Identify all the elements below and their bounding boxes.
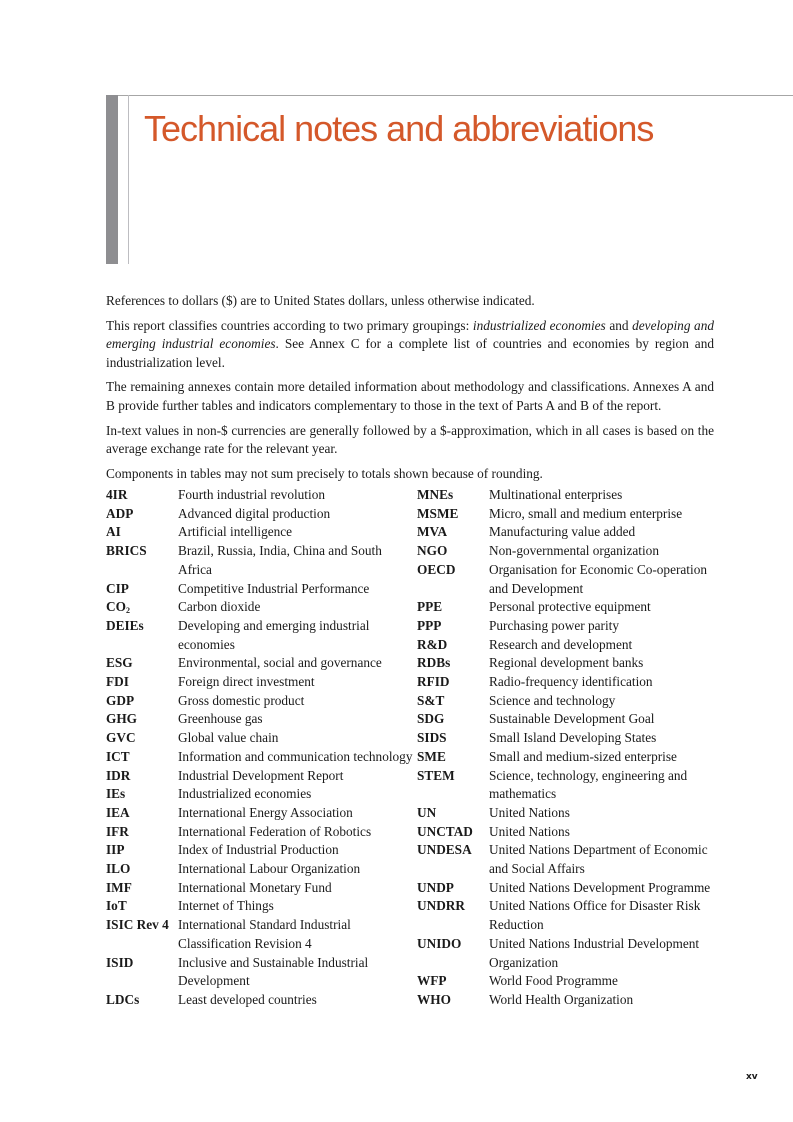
- abbreviation-term: FDI: [106, 674, 129, 690]
- emphasized-term: industrialized economies: [472, 317, 606, 333]
- abbreviation-definition: Brazil, Russia, India, China and South Africa: [178, 543, 382, 577]
- abbreviation-definition: Personal protective equipment: [489, 599, 651, 615]
- abbreviation-term: ADP: [106, 505, 134, 521]
- abbreviation-term: BRICS: [106, 543, 147, 559]
- abbreviation-term: ESG: [106, 655, 133, 671]
- note-text: References to dollars ($) are to United States dollars, unless otherwise indicated.: [106, 293, 535, 308]
- abbreviation-term: UN: [417, 804, 437, 820]
- abbreviation-definition: Small and medium-sized enterprise: [489, 748, 677, 764]
- abbreviation-definition: Research and development: [489, 636, 633, 652]
- abbreviation-definition: Advanced digital production: [178, 505, 331, 521]
- abbreviation-definition: United Nations Industrial Development Organization: [489, 935, 700, 970]
- abbreviation-term: SIDS: [417, 730, 447, 746]
- abbreviations-column-left: [106, 486, 417, 1010]
- page-title: Technical notes and abbreviations: [144, 108, 654, 149]
- abbreviation-term-base: CO: [106, 599, 126, 615]
- abbreviation-term: GHG: [106, 711, 138, 727]
- abbreviation-term: STEM: [417, 767, 455, 783]
- abbreviation-definition: Science, technology, engineering and mathematics: [489, 767, 688, 802]
- abbreviation-term: UNDRR: [417, 898, 466, 914]
- abbreviations-column-right: [417, 486, 716, 1010]
- abbreviation-term: MSME: [417, 505, 459, 521]
- abbreviation-definition: International Labour Organization: [178, 861, 361, 877]
- note-text: This report classifies countries according to two primary groupings:: [106, 317, 473, 333]
- abbreviation-term: WHO: [417, 991, 451, 1007]
- abbreviation-term: MNEs: [417, 487, 454, 502]
- abbreviation-term: SME: [417, 748, 446, 764]
- abbreviation-term: LDCs: [106, 991, 140, 1007]
- note-text: Components in tables may not sum precisely to totals shown because of rounding.: [106, 465, 543, 481]
- abbreviation-definition: Artificial intelligence: [178, 524, 293, 540]
- header-side-bar: [106, 95, 118, 264]
- abbreviation-definition: Purchasing power parity: [489, 617, 619, 633]
- abbreviation-definition: Industrial Development Report: [178, 767, 344, 783]
- abbreviation-definition: Developing and emerging industrial economies: [178, 617, 370, 652]
- abbreviation-term: UNDP: [417, 879, 454, 895]
- abbreviation-definition: Sustainable Development Goal: [489, 711, 655, 727]
- abbreviation-definition: International Energy Association: [178, 804, 353, 820]
- abbreviation-term: IEA: [106, 804, 130, 820]
- abbreviation-definition: Gross domestic product: [178, 692, 305, 708]
- abbreviation-term: S&T: [417, 692, 445, 708]
- emphasized-term: developing and emerging industrial economies: [106, 317, 714, 352]
- abbreviation-term: IMF: [106, 879, 132, 895]
- abbreviation-term: GDP: [106, 692, 135, 708]
- abbreviation-definition: Greenhouse gas: [178, 711, 263, 727]
- abbreviation-definition: Non-governmental organization: [489, 543, 659, 559]
- note-text: The remaining annexes contain more detailed information about methodology and classifications. Annexes A and B provide further tables and indicators complementary to those in the text of Parts A and B of the report.: [106, 379, 714, 413]
- abbreviation-definition: Radio-frequency identification: [489, 674, 653, 690]
- abbreviation-definition: World Food Programme: [489, 973, 618, 989]
- abbreviation-definition: International Federation of Robotics: [178, 823, 372, 839]
- page-number: xv: [746, 1072, 758, 1082]
- abbreviation-term: GVC: [106, 730, 136, 746]
- abbreviation-definition: Internet of Things: [178, 898, 274, 914]
- abbreviation-definition: Manufacturing value added: [489, 524, 636, 540]
- abbreviation-definition: Multinational enterprises: [489, 487, 623, 502]
- abbreviation-definition: Small Island Developing States: [489, 730, 657, 746]
- note-text: . See Annex C for a complete list of countries and economies by region and industrialization level.: [106, 336, 715, 370]
- note-paragraph: [106, 465, 714, 484]
- abbreviation-term: ICT: [106, 748, 130, 764]
- abbreviation-definition: United Nations: [489, 804, 570, 820]
- abbreviation-term: R&D: [417, 636, 448, 652]
- abbreviation-term: OECD: [417, 561, 456, 577]
- abbreviation-term: UNDESA: [417, 842, 472, 858]
- abbreviation-term-subscript: 2: [125, 606, 130, 616]
- abbreviation-definition: Index of Industrial Production: [178, 842, 339, 858]
- abbreviation-term: IFR: [106, 823, 129, 839]
- note-text: and: [605, 317, 633, 333]
- abbreviation-definition: Industrialized economies: [178, 786, 312, 802]
- abbreviation-definition: World Health Organization: [489, 991, 634, 1007]
- note-paragraph: [106, 422, 714, 459]
- note-paragraph: [106, 292, 714, 311]
- abbreviation-definition: International Monetary Fund: [178, 879, 332, 895]
- abbreviation-term: IoT: [106, 898, 127, 914]
- abbreviation-definition: Global value chain: [178, 730, 279, 746]
- abbreviation-term: IIP: [106, 842, 125, 858]
- header-side-line: [128, 95, 129, 264]
- abbreviation-term: DEIEs: [106, 617, 144, 633]
- abbreviation-definition: Science and technology: [489, 692, 616, 708]
- abbreviation-term: PPE: [417, 599, 443, 615]
- abbreviation-term: RFID: [417, 674, 450, 690]
- abbreviation-definition: Micro, small and medium enterprise: [489, 505, 683, 521]
- abbreviation-term: SDG: [417, 711, 445, 727]
- abbreviation-term: CIP: [106, 580, 129, 596]
- abbreviation-term: PPP: [417, 617, 442, 633]
- abbreviation-term: IEs: [106, 786, 126, 802]
- abbreviation-term: ILO: [106, 861, 131, 877]
- abbreviation-term: UNCTAD: [417, 823, 473, 839]
- abbreviation-definition: Fourth industrial revolution: [178, 487, 325, 502]
- abbreviation-definition: United Nations: [489, 823, 570, 839]
- abbreviation-term: RDBs: [417, 655, 451, 671]
- abbreviation-term: NGO: [417, 543, 448, 559]
- intro-notes: [106, 292, 714, 483]
- abbreviation-term: AI: [106, 524, 121, 540]
- header-top-rule: [106, 95, 793, 96]
- abbreviation-definition: Inclusive and Sustainable Industrial Development: [178, 954, 369, 989]
- abbreviation-term: ISIC Rev 4: [106, 917, 169, 933]
- abbreviation-definition: United Nations Department of Economic and Social Affairs: [489, 842, 708, 877]
- abbreviation-term: MVA: [417, 524, 448, 540]
- abbreviation-definition: International Standard Industrial Classification Revision 4: [178, 917, 351, 951]
- abbreviation-term: WFP: [417, 973, 447, 989]
- abbreviation-definition: Information and communication technology: [178, 748, 413, 764]
- abbreviation-term: [106, 598, 178, 617]
- note-text: In-text values in non-$ currencies are generally followed by a $-approximation, which in all cases is based on the average exchange rate for the relevant year.: [106, 422, 714, 457]
- note-paragraph: [106, 317, 714, 373]
- abbreviation-definition: United Nations Development Programme: [489, 879, 711, 895]
- abbreviation-definition: United Nations Office for Disaster Risk Reduction: [489, 898, 701, 933]
- note-paragraph: [106, 378, 714, 415]
- abbreviation-definition: Carbon dioxide: [178, 599, 261, 615]
- abbreviation-definition: Organisation for Economic Co-operation and Development: [489, 561, 707, 596]
- abbreviations-list: [106, 486, 716, 1010]
- abbreviation-term: IDR: [106, 767, 131, 783]
- abbreviation-definition: Least developed countries: [178, 991, 317, 1007]
- abbreviation-definition: Regional development banks: [489, 655, 644, 671]
- abbreviation-definition: Environmental, social and governance: [178, 655, 382, 671]
- abbreviation-definition: Foreign direct investment: [178, 674, 315, 690]
- abbreviation-term: ISID: [106, 954, 134, 970]
- abbreviation-definition: Competitive Industrial Performance: [178, 580, 370, 596]
- abbreviation-term: UNIDO: [417, 935, 462, 951]
- abbreviation-term: 4IR: [106, 487, 128, 502]
